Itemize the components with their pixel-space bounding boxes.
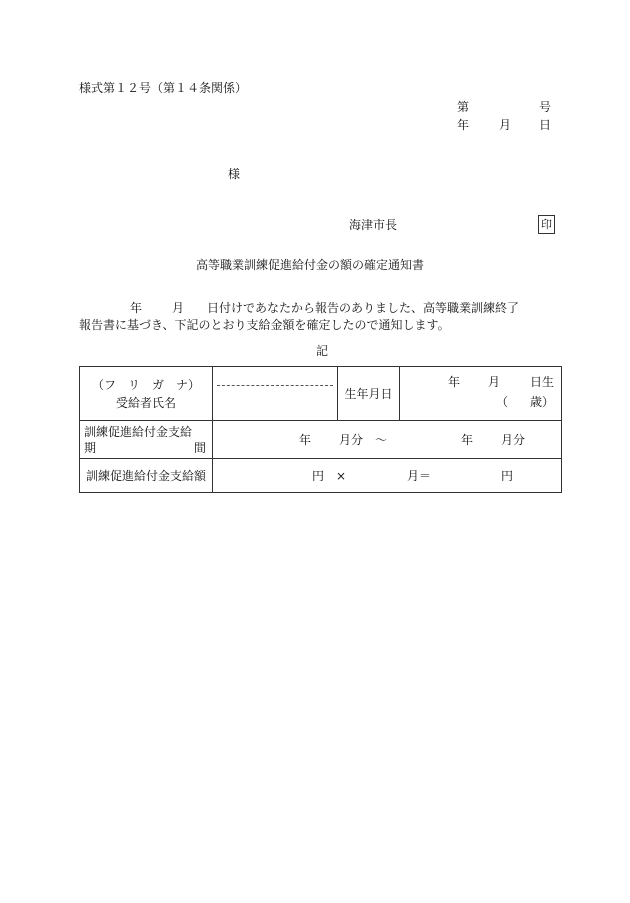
- doc-number-suffix: 号: [539, 100, 552, 114]
- birth-day: 日生: [530, 374, 555, 389]
- date-day: 日: [539, 118, 552, 132]
- period-label-line1: 訓練促進給付金支給: [84, 424, 193, 439]
- period-from-year: 年: [299, 432, 312, 447]
- amount-yen-2: 円: [501, 468, 514, 483]
- body-month: 月: [172, 301, 185, 315]
- body-line-1: [79, 300, 569, 316]
- period-value-cell[interactable]: [213, 421, 562, 459]
- amount-label: 訓練促進給付金支給額: [80, 459, 213, 493]
- age-open: （: [496, 394, 509, 409]
- period-label-ki: 期: [84, 440, 97, 455]
- addressee-honorific: 様: [228, 167, 241, 181]
- amount-months: 月＝: [407, 468, 432, 483]
- period-label-cell: [80, 421, 213, 459]
- body-line-2: 報告書に基づき、下記のとおり支給金額を確定したので通知します。: [79, 318, 450, 332]
- date-year: 年: [457, 118, 470, 132]
- info-table: [79, 366, 562, 493]
- body-year: 年: [130, 301, 143, 315]
- birthdate-cell[interactable]: [400, 367, 562, 421]
- amount-yen-1: 円 ×: [312, 468, 347, 483]
- ki-heading: 記: [316, 344, 329, 358]
- recipient-label-cell: [80, 367, 213, 421]
- birth-month: 月: [488, 374, 501, 389]
- table-row-period: [80, 421, 562, 459]
- birth-year: 年: [448, 374, 461, 389]
- seal-stamp: 印: [538, 215, 555, 234]
- period-to-month: 月分: [501, 432, 526, 447]
- table-row-amount: [80, 459, 562, 493]
- period-label-line2: [84, 440, 208, 456]
- age-close: 歳）: [530, 394, 555, 409]
- furigana-label: （フ リ ガ ナ）: [91, 377, 200, 392]
- period-to-year: 年: [461, 432, 474, 447]
- furigana-divider: [217, 385, 333, 386]
- birthdate-label: 生年月日: [338, 367, 400, 421]
- period-from-month: 月分 ～: [339, 432, 388, 447]
- document-title: 高等職業訓練促進給付金の額の確定通知書: [196, 258, 425, 272]
- recipient-name-label: 受給者氏名: [115, 395, 176, 410]
- period-label-kan: 間: [193, 440, 206, 455]
- form-number: 様式第１２号（第１４条関係）: [79, 81, 248, 95]
- amount-value-cell[interactable]: [213, 459, 562, 493]
- date-month: 月: [499, 118, 512, 132]
- table-row-recipient: [80, 367, 562, 421]
- sender-name: 海津市長: [349, 218, 398, 232]
- doc-number-prefix: 第: [457, 100, 470, 114]
- recipient-name-cell[interactable]: [213, 367, 338, 421]
- body-line-1-text: 日付けであなたから報告のありました、高等職業訓練終了: [207, 301, 520, 315]
